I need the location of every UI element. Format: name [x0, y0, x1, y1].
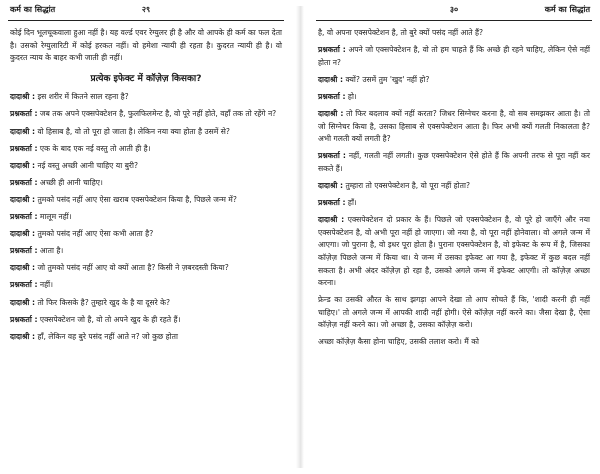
paragraph: अच्छा कॉज़ेज़ कैसा होना चाहिए, उसकी तलाश करो। मैं को	[318, 337, 480, 347]
dialogue-line: दादाश्री : तो फिर किसके है? तुम्हारे खुद के है या दूसरे के?	[10, 297, 170, 307]
dialogue-line: दादाश्री : तुमको पसंद नहीं आए ऐसा कभी आता है?	[10, 229, 154, 239]
dialogue-line: दादाश्री : इस शरीर में कितने साल रहना है?	[10, 92, 129, 102]
speaker-label: दादाश्री :	[10, 263, 36, 273]
dialogue-line: प्रश्नकर्ता : अपने जो एक्सपेक्टेशन है, वो तो हम चाहते हैं कि अच्छे ही रहने चाहिए, लेकिन ऐसे नहीं होता न?	[318, 45, 591, 67]
speaker-label: प्रश्नकर्ता :	[318, 45, 346, 55]
speaker-label: प्रश्नकर्ता :	[10, 280, 38, 290]
speaker-label: प्रश्नकर्ता :	[10, 109, 38, 119]
dialogue-line: प्रश्नकर्ता : एक के बाद एक नई वस्तु तो आती ही है।	[10, 143, 151, 153]
dialogue-line: दादाश्री : एक्सपेक्टेशन दो प्रकार के हैं। पिछले जो एक्सपेक्टेशन है, वो पूरे हो जाएँगे और नया एक्सपेक्टेशन है, वो अभी पूरा नहीं हो जाएगा। जो नया है, वो पूरा नहीं होनेवाला। वो अगले जन्म में आएगा। जो पुराना है, वो इधर पूरा होता है। पुराना एक्सपेक्टेशन है, वो इफेक्ट के रूप में है, जिसका कॉज़ेज़ पिछले जन्म में किया था। ये जन्म में उसका इफेक्ट आ गया है, इफेक्ट में कुछ बदल नहीं सकता है। अभी अंदर कॉज़ेज़ हो रहा है, उसको अगले जन्म में इफेक्ट आएगी। तो कॉज़ेज़ अच्छा करना।	[318, 215, 590, 288]
dialogue-line: प्रश्नकर्ता : हाँ।	[318, 198, 357, 208]
dialogue-line: दादाश्री : वो हिसाब है, वो तो पूरा हो जाता है। लेकिन नया क्या होता है उसमें से?	[10, 126, 230, 136]
speaker-label: प्रश्नकर्ता :	[10, 143, 38, 153]
dialogue-line: दादाश्री : हाँ, लेकिन वह बुरे पसंद नहीं आते न? जो कुछ होता	[10, 331, 178, 341]
page-number: ३०	[449, 5, 459, 14]
running-title: कर्म का सिद्धांत	[10, 5, 56, 14]
left-page	[0, 0, 292, 474]
left-page-body	[10, 27, 282, 348]
dialogue-line: दादाश्री : नई वस्तु अच्छी आनी चाहिए या बुरी?	[10, 160, 139, 170]
speaker-label: प्रश्नकर्ता :	[318, 151, 346, 161]
dialogue-line: दादाश्री : तुम्हारा तो एक्सपेक्टेशन है, वो पूरा नहीं होता?	[318, 180, 470, 190]
speaker-label: प्रश्नकर्ता :	[10, 314, 38, 324]
dialogue-line: दादाश्री : तुमको पसंद नहीं आए ऐसा खराब एक्सपेक्टेशन किया है, पिछले जन्म में?	[10, 194, 237, 204]
speaker-label: दादाश्री :	[318, 180, 344, 190]
speaker-label: प्रश्नकर्ता :	[10, 177, 38, 187]
speaker-label: दादाश्री :	[10, 194, 36, 204]
right-page	[308, 0, 600, 474]
paragraph: फ्रेन्ड का उसकी औरत के साथ झगड़ा आपने देखा तो आप सोचते हैं कि, 'शादी करनी ही नहीं चाहिए।' तो अगले जन्म में आपकी शादी नहीं होगी। ऐसे कॉज़ेज़ नहीं करने का। जैसा देखा है, ऐसा कॉज़ेज़ नहीं करने का। जो अच्छा है, उसका कॉज़ेज़ करो।	[318, 295, 590, 330]
dialogue-line: दादाश्री : क्यों? उसमें तुम 'खुद' नहीं हो?	[318, 74, 430, 84]
speaker-label: दादाश्री :	[318, 74, 344, 84]
right-page-body	[318, 27, 590, 354]
speaker-label: दादाश्री :	[318, 108, 344, 118]
speaker-label: प्रश्नकर्ता :	[318, 198, 346, 208]
dialogue-line: प्रश्नकर्ता : नहीं।	[10, 280, 54, 290]
speaker-label: प्रश्नकर्ता :	[10, 212, 38, 222]
page-number: २९	[141, 5, 151, 14]
speaker-label: दादाश्री :	[318, 215, 345, 225]
left-page-header	[0, 4, 292, 18]
dialogue-line: प्रश्नकर्ता : मालूम नहीं।	[10, 212, 72, 222]
running-title: कर्म का सिद्धांत	[544, 5, 590, 14]
header-rule	[316, 20, 592, 21]
dialogue-line: दादाश्री : तो फिर बदलाव क्यों नहीं करता? जिधर सिग्नेचर करना है, वो सब समझकर आता है। तो जो सिग्नेचर किया है, उसका हिसाब से एक्सपेक्टेशन आता है। फिर अभी क्यों गलती निकालता है? अभी गलती क्यों लगती है?	[318, 108, 590, 144]
dialogue-line: प्रश्नकर्ता : जब तक अपने एक्सपेक्टेशन है, फुलफिलमेन्ट है, वो पूरे नहीं होते, वहाँ तक तो रहेंगे न?	[10, 109, 277, 119]
speaker-label: दादाश्री :	[10, 126, 36, 136]
book-gutter	[296, 6, 304, 468]
speaker-label: प्रश्नकर्ता :	[318, 91, 346, 101]
dialogue-line: दादाश्री : जो तुमको पसंद नहीं आए वो क्यों आता है? किसी ने ज़बरदस्ती किया?	[10, 263, 229, 273]
speaker-label: दादाश्री :	[10, 229, 36, 239]
speaker-label: दादाश्री :	[10, 297, 36, 307]
right-page-header	[308, 4, 600, 18]
speaker-label: प्रश्नकर्ता :	[10, 246, 38, 256]
dialogue-line: प्रश्नकर्ता : नहीं, गलती नहीं लगती। कुछ एक्सपेक्टेशन ऐसे होते हैं कि अपनी तरफ से पूरा नहीं कर सकते हैं।	[318, 151, 590, 173]
dialogue-line: प्रश्नकर्ता : एक्सपेक्टेशन जो है, वो तो अपने खुद के ही रहते हैं।	[10, 314, 181, 324]
speaker-label: दादाश्री :	[10, 331, 36, 341]
dialogue-line: प्रश्नकर्ता : हो।	[318, 91, 357, 101]
header-rule	[8, 20, 284, 21]
speaker-label: दादाश्री :	[10, 160, 36, 170]
speaker-label: दादाश्री :	[10, 92, 36, 102]
dialogue-line: प्रश्नकर्ता : आता है।	[10, 246, 64, 256]
section-heading: प्रत्येक इफेक्ट में कॉज़ेज़ किसका?	[90, 73, 202, 84]
paragraph: है, वो अपना एक्सपेक्टेशन है, तो बुरे क्यों पसंद नहीं आते हैं?	[318, 28, 484, 37]
dialogue-line: प्रश्नकर्ता : अच्छी ही आनी चाहिए।	[10, 177, 103, 187]
paragraph: कोई दिन भूलचूकवाला हुआ नहीं है। यह वर्ल्ड एवर रेग्युलर ही है और वो आपके ही कर्म का फल देता है। उसको रेग्युलारिटी में कोई हरकत नहीं। वो हमेशा न्यायी ही रहता है। कुदरत न्यायी ही है। वो कुदरत न्याय के बाहर कभी जाती ही नहीं।	[10, 28, 282, 63]
